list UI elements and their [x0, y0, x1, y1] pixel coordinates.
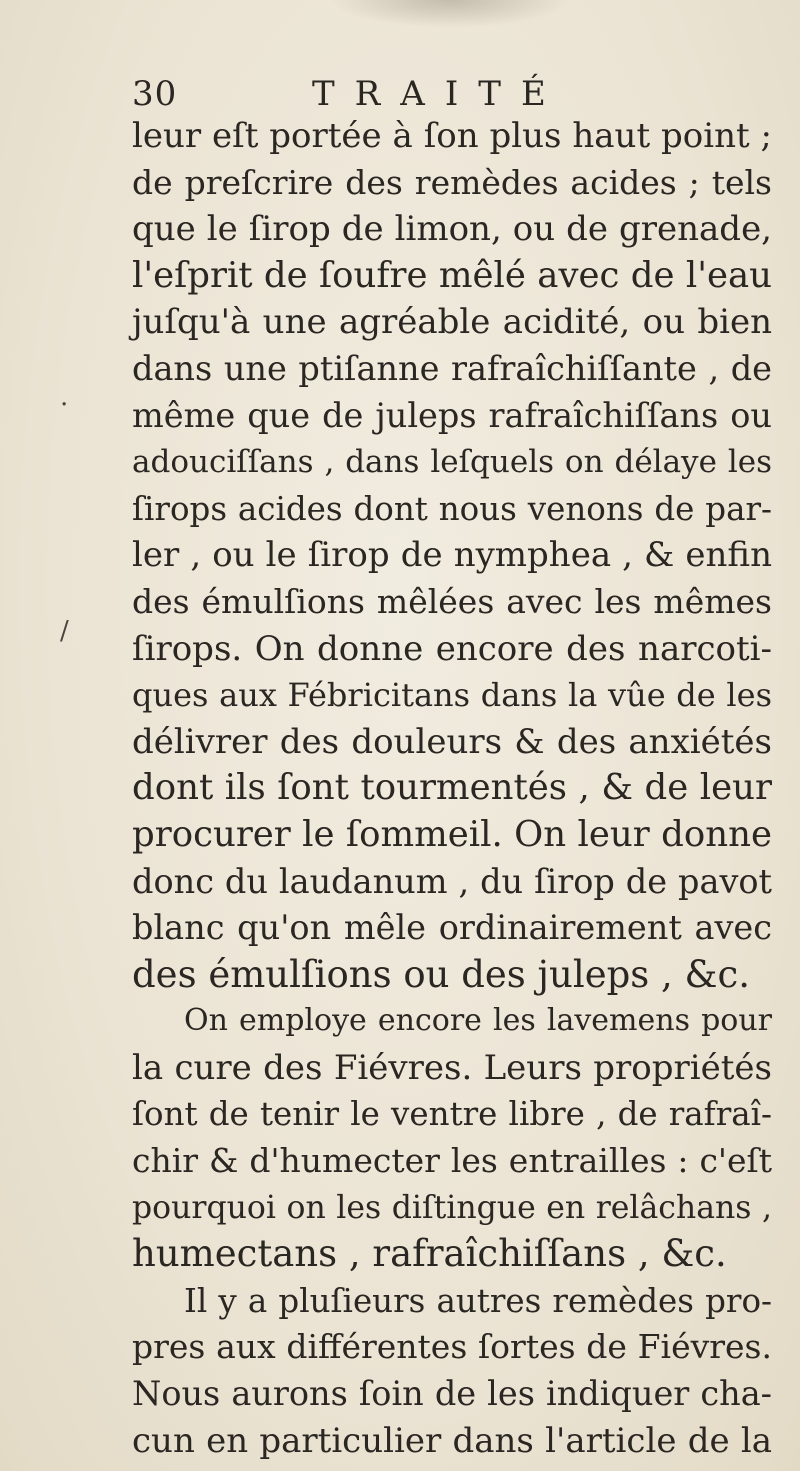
- body-text: [132, 113, 772, 1464]
- text-line: l'eſprit de ſoufre mêlé avec de l'eau: [132, 254, 772, 296]
- text-line: procurer le ſommeil. On leur donne: [132, 813, 772, 855]
- text-line: pres aux différentes ſortes de Fiévres.: [132, 1327, 772, 1367]
- text-line: On employe encore les lavemens pour: [184, 1003, 772, 1039]
- margin-mark: .: [60, 382, 69, 412]
- text-line: ſirops acides dont nous venons de par-: [132, 489, 772, 528]
- text-line: même que de juleps rafraîchiſſans ou: [132, 395, 772, 435]
- text-line: ſont de tenir le ventre libre , de rafraî-: [132, 1095, 772, 1134]
- text-line: pourquoi on les diſtingue en relâchans ,: [132, 1189, 772, 1226]
- text-line: humectans , rafraîchiſſans , &c.: [132, 1232, 727, 1276]
- text-line: ſirops. On donne encore des narcoti-: [132, 628, 772, 669]
- text-line: que le ſirop de limon, ou de grenade,: [132, 209, 772, 250]
- text-line: de preſcrire des remèdes acides ; tels: [132, 162, 772, 202]
- text-line: adouciſſans , dans leſquels on délaye les: [132, 444, 772, 481]
- text-line: des émulſions ou des juleps , &c.: [132, 952, 750, 996]
- running-title: TRAITÉ: [312, 74, 566, 114]
- text-line: blanc qu'on mêle ordinairement avec: [132, 908, 772, 948]
- page-number: 30: [132, 74, 178, 114]
- text-line: des émulſions mêlées avec les mêmes: [132, 581, 772, 621]
- text-line: Il y a pluſieurs autres remèdes pro-: [184, 1281, 772, 1320]
- text-line: juſqu'à une agréable acidité, ou bien: [132, 302, 772, 343]
- text-line: Nous aurons ſoin de les indiquer cha-: [132, 1374, 772, 1414]
- text-line: ler , ou le ſirop de nymphea , & enfin: [132, 535, 772, 576]
- page-header: [132, 70, 772, 118]
- text-line: chir & d'humecter les entrailles : c'eſt: [132, 1141, 772, 1181]
- top-edge-smudge: [330, 0, 570, 28]
- text-line: donc du laudanum , du ſirop de pavot: [132, 861, 772, 901]
- margin-mark: /: [60, 616, 69, 646]
- text-line: leur eſt portée à ſon plus haut point ;: [132, 116, 772, 156]
- text-line: dont ils ſont tourmentés , & de leur: [132, 767, 772, 809]
- text-line: la cure des Fiévres. Leurs propriétés: [132, 1047, 772, 1088]
- text-line: dans une ptiſanne rafraîchiſſante , de: [132, 348, 772, 388]
- text-line: cun en particulier dans l'article de la: [132, 1420, 772, 1461]
- text-line: délivrer des douleurs & des anxiétés: [132, 721, 772, 762]
- text-line: ques aux Fébricitans dans la vûe de les: [132, 676, 772, 715]
